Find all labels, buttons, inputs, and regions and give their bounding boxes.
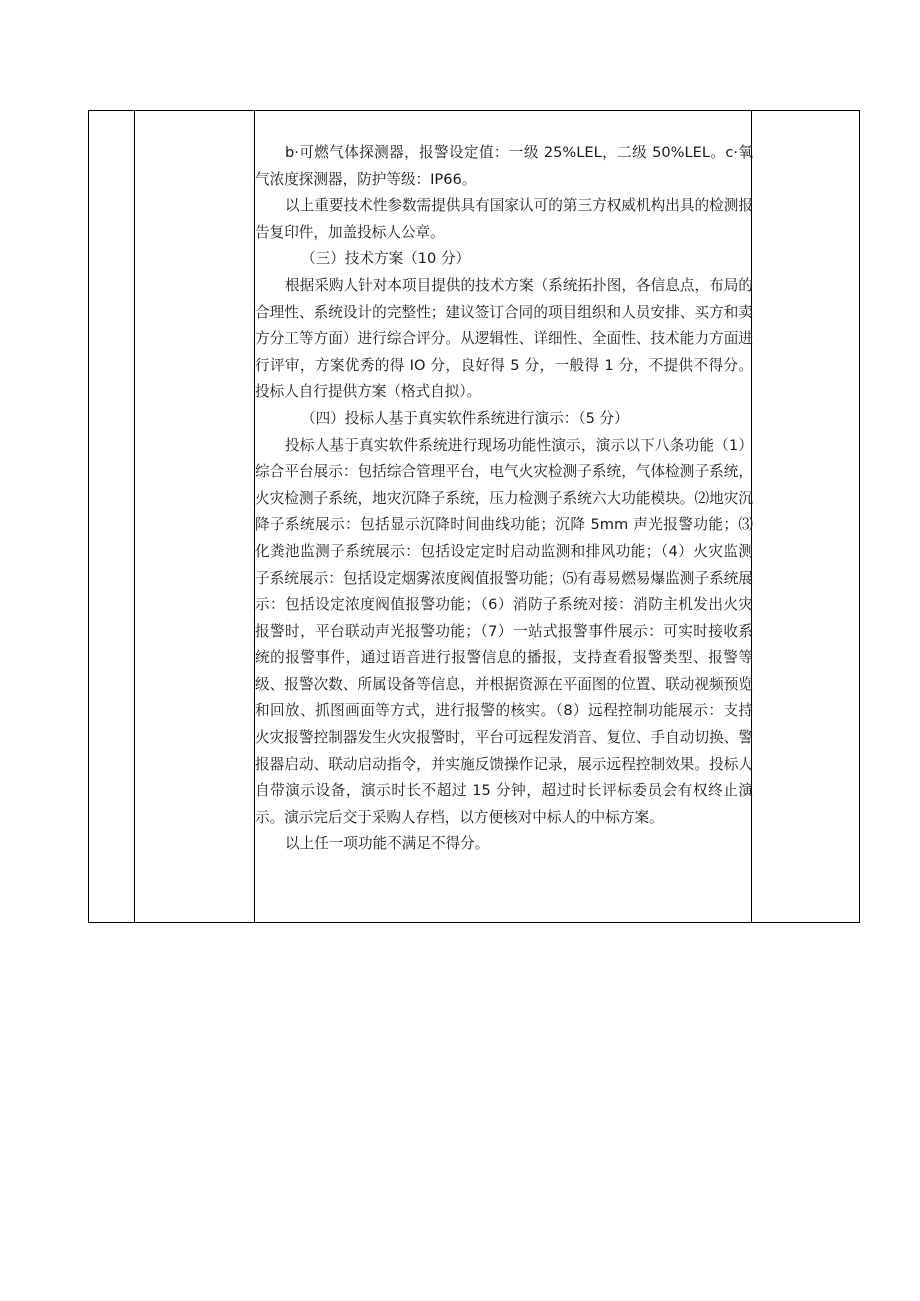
demo-failure-note: 以上任一项功能不满足不得分。 [285, 835, 490, 853]
detector-specs-paragraph: b·可燃气体探测器，报警设定值：一级 25%LEL，二级 50%LEL。c·氧气浓度探测器，防护等级：IP66。 [255, 144, 753, 188]
column-divider-1 [134, 111, 135, 922]
section-3-heading: （三）技术方案（10 分） [301, 250, 471, 268]
test-report-paragraph: 以上重要技术性参数需提供具有国家认可的第三方权威机构出具的检测报告复印件，加盖投标人公章。 [255, 197, 753, 241]
criteria-cell [255, 140, 753, 858]
demo-requirements-paragraph: 投标人基于真实软件系统进行现场功能性演示，演示以下八条功能（1）综合平台展示：包括综合管理平台，电气火灾检测子系统，气体检测子系统，火灾检测子系统，地灾沉降子系统，压力检测子系统六大功能模块。⑵地灾沉降子系统展示：包括显示沉降时间曲线功能；沉降 5mm 声光报警功能；⑶化粪池监测子系统展示：包括设定定时启动监测和排风功能；（4）火灾监测子系统展示：包括设定烟雾浓度阀值报警功能；⑸有毒易燃易爆监测子系统展示：包括设定浓度阀值报警功能；（6）消防子系统对接：消防主机发出火灾报警时，平台联动声光报警功能；（7）一站式报警事件展示：可实时接收系统的报警事件，通过语音进行报警信息的播报，支持查看报警类型、报警等级、报警次数、所属设备等信息，并根据资源在平面图的位置、联动视频预览和回放、抓图画面等方式，进行报警的核实。（8）远程控制功能展示：支持火灾报警控制器发生火灾报警时，平台可远程发消音、复位、手自动切换、警报器启动、联动启动指令，并实施反馈操作记录，展示远程控制效果。投标人自带演示设备，演示时长不超过 15 分钟，超过时长评标委员会有权终止演示。演示完后交于采购人存档，以方便核对中标人的中标方案。 [255, 436, 753, 826]
technical-plan-paragraph: 根据采购人针对本项目提供的技术方案（系统拓扑图，各信息点，布局的合理性、系统设计的完整性；建议签订合同的项目组织和人员安排、买方和卖方分工等方面）进行综合评分。从逻辑性、详细性、全面性、技术能力方面进行评审，方案优秀的得 IO 分，良好得 5 分，一般得 1 分，不提供不得分。投标人自行提供方案（格式自拟）。 [255, 276, 753, 401]
section-4-heading: （四）投标人基于真实软件系统进行演示：（5 分） [301, 409, 629, 427]
